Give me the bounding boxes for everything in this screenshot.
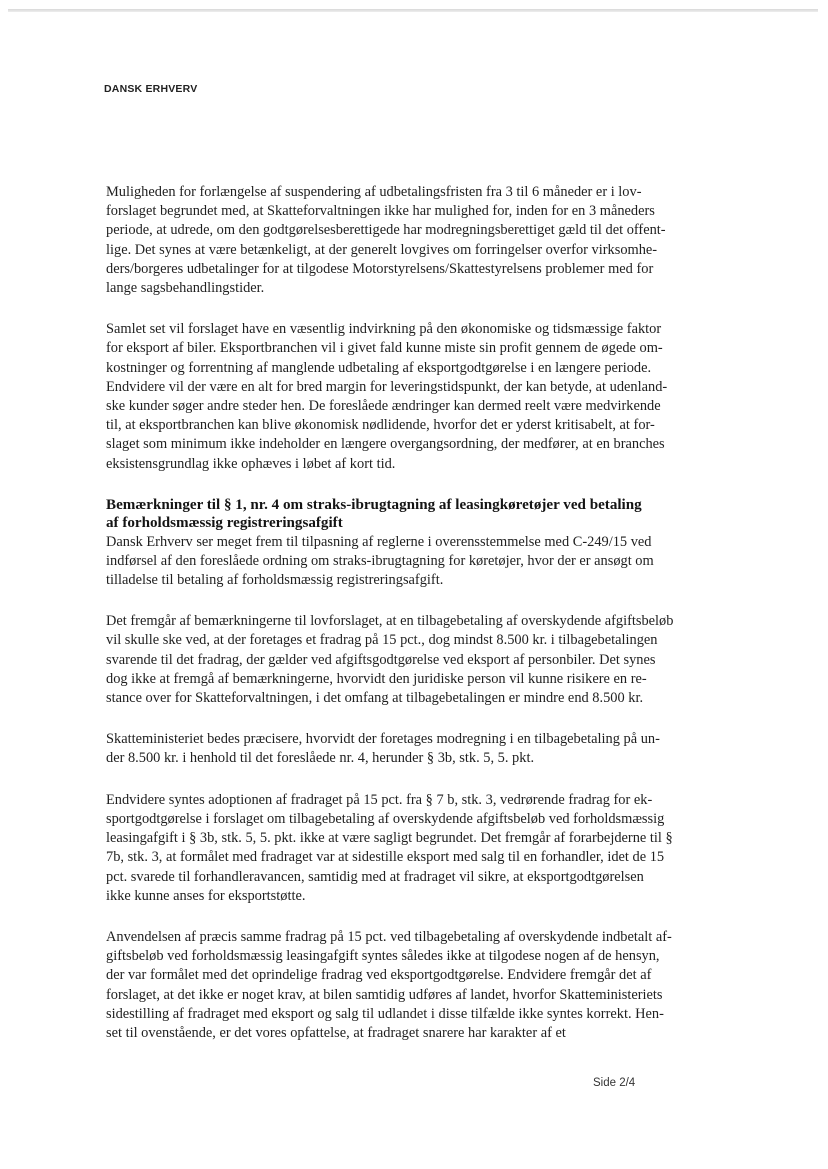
text-line: 7b, stk. 3, at formålet med fradraget var at sidestille eksport med salg til en forhandler, idet de 15 xyxy=(106,849,665,866)
paragraph xyxy=(106,730,718,768)
scan-top-edge xyxy=(8,9,818,12)
text-line: indførsel af den foreslåede ordning om straks-ibrugtagning for køretøjer, hvor der er ansøgt om xyxy=(106,552,654,569)
text-line: leasingafgift i § 3b, stk. 5, 5. pkt. ikke at være sagligt begrundet. Det fremgår af forarbejderne til § xyxy=(106,830,673,847)
page-number: Side 2/4 xyxy=(593,1077,636,1089)
text-line: ders/borgeres udbetalinger for at tilgodese Motorstyrelsens/Skattestyrelsens problemer med for xyxy=(106,260,654,277)
text-line: der 8.500 kr. i henhold til det foreslåede nr. 4, herunder § 3b, stk. 5, 5. pkt. xyxy=(106,750,535,767)
text-line: Anvendelsen af præcis samme fradrag på 15 pct. ved tilbagebetaling af overskydende indbetalt af- xyxy=(106,928,672,945)
paragraph xyxy=(106,612,718,708)
text-line: sportgodtgørelse i forslaget om tilbagebetaling af overskydende afgiftsbeløb ved forholdsmæssig xyxy=(106,810,665,827)
text-line: set til ovenstående, er det vores opfattelse, at fradraget snarere har karakter af et xyxy=(106,1024,566,1041)
text-line: Muligheden for forlængelse af suspendering af udbetalingsfristen fra 3 til 6 måneder er i lov- xyxy=(106,184,642,200)
text-line: vil skulle ske ved, at der foretages et fradrag på 15 pct., dog mindst 8.500 kr. i tilbagebetalingen xyxy=(106,632,658,649)
text-line: Det fremgår af bemærkningerne til lovforslaget, at en tilbagebetaling af overskydende afgiftsbeløb xyxy=(106,613,674,630)
paragraph-group-2 xyxy=(106,533,718,1043)
text-line: lange sagsbehandlingstider. xyxy=(106,280,265,297)
text-line: til, at eksportbranchen kan blive økonomisk nødlidende, hvorfor det er yderst kritisabelt, at for- xyxy=(106,417,655,434)
text-line: ske kunder søger andre steder hen. De foreslåede ændringer kan dermed reelt være medvirkende xyxy=(106,398,661,415)
text-line: kostninger og forrentning af manglende udbetaling af eksportgodtgørelse i en længere periode. xyxy=(106,359,652,376)
text-line: Endvidere syntes adoptionen af fradraget på 15 pct. fra § 7 b, stk. 3, vedrørende fradrag for ek- xyxy=(106,791,653,808)
text-line: stance over for Skatteforvaltningen, i det omfang at tilbagebetalingen er mindre end 8.500 kr. xyxy=(106,690,644,707)
heading-line: Bemærkninger til § 1, nr. 4 om straks-ibrugtagning af leasingkøretøjer ved betaling xyxy=(106,496,642,513)
text-line: lige. Det synes at være betænkeligt, at der generelt lovgives om forringelser overfor virksomhe- xyxy=(106,241,658,258)
section-heading xyxy=(106,496,718,533)
text-line: forslaget begrundet med, at Skatteforvaltningen ikke har mulighed for, inden for en 3 måneders xyxy=(106,203,655,220)
text-line: Dansk Erhverv ser meget frem til tilpasning af reglerne i overensstemmelse med C-249/15 ved xyxy=(106,533,652,550)
text-line: tilladelse til betaling af forholdsmæssig registreringsafgift. xyxy=(106,572,444,589)
text-line: forslaget, at det ikke er noget krav, at bilen samtidig udføres af landet, hvorfor Skatteministeriets xyxy=(106,986,663,1003)
heading-line: af forholdsmæssig registreringsafgift xyxy=(106,515,343,532)
text-line: sidestilling af fradraget med eksport og salg til udlandet i disse tilfælde ikke syntes korrekt. Hen- xyxy=(106,1005,664,1022)
text-line: giftsbeløb ved forholdsmæssig leasingafgift syntes således ikke at tilgodese nogen af de hensyn, xyxy=(106,948,660,965)
text-line: svarende til det fradrag, der gælder ved afgiftsgodtgørelse ved eksport af personbiler. Det synes xyxy=(106,651,656,668)
text-line: pct. svarede til forhandleravancen, samtidig med at fradraget vil sikre, at eksportgodtgørelsen xyxy=(106,868,644,885)
text-line: dog ikke at fremgå af bemærkningerne, hvorvidt den juridiske person vil kunne risikere en re- xyxy=(106,670,647,687)
organization-header: DANSK ERHVERV xyxy=(104,83,198,95)
text-line: for eksport af biler. Eksportbranchen vil i givet fald kunne miste sin profit gennem de øgede om- xyxy=(106,340,663,357)
text-line: slaget som minimum ikke indeholder en længere overgangsordning, der medfører, at en branches xyxy=(106,436,665,453)
paragraph xyxy=(106,928,718,1043)
text-line: Samlet set vil forslaget have en væsentlig indvirkning på den økonomiske og tidsmæssige faktor xyxy=(106,321,662,338)
text-line: Skatteministeriet bedes præcisere, hvorvidt der foretages modregning i en tilbagebetaling på un- xyxy=(106,731,660,748)
paragraph xyxy=(106,791,718,906)
paragraph xyxy=(106,533,718,591)
text-line: Endvidere vil der være en alt for bred margin for leveringstidspunkt, der kan betyde, at udenland- xyxy=(106,378,668,395)
paragraph-group-1 xyxy=(106,183,718,474)
paragraph xyxy=(106,320,718,474)
document-body xyxy=(106,183,718,1065)
paragraph xyxy=(106,183,718,298)
text-line: ikke kunne anses for eksportstøtte. xyxy=(106,887,306,904)
text-line: periode, at udrede, om den godtgørelsesberettigede har modregningsberettiget gæld til det offent- xyxy=(106,222,666,239)
text-line: eksistensgrundlag ikke ophæves i løbet af kort tid. xyxy=(106,455,396,472)
text-line: der var formålet med det oprindelige fradrag ved eksportgodtgørelse. Endvidere fremgår det af xyxy=(106,967,652,984)
